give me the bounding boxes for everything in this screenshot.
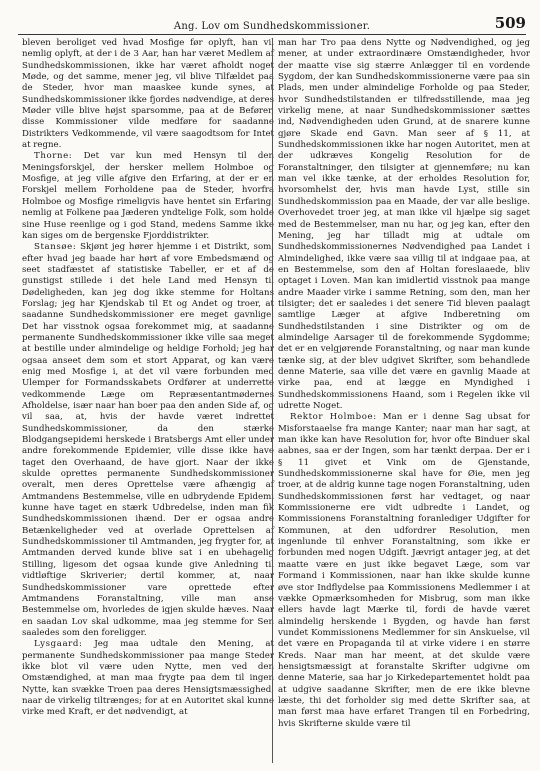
paragraph bbox=[22, 151, 274, 242]
left-column bbox=[22, 38, 274, 719]
paragraph-text: Det var kun med Hensyn til den Meningsforskjel, der hersker mellem Holmboe og Mosfige, at jeg ville afgive den Erfaring, at der er en Forskjel mellem Forholdene paa de Steder, hvorfra Holmboe og Mosfige rimeligvis have hentet sin Erfaring, nemlig at Folkene paa Jæderen yndtelige Folk, som holde sine Huse reenlige og i god Stand, medens Samme ikke kan siges om de bergenske Fjorddistrikter. bbox=[22, 151, 275, 241]
speaker-name: Thorne: bbox=[34, 151, 73, 162]
paragraph bbox=[278, 412, 530, 730]
running-title: Ang. Lov om Sundhedskommissioner. bbox=[173, 21, 371, 32]
paragraph-text: Skjønt jeg hører hjemme i et Distrikt, som, efter hvad jeg baade har hørt af vore Embedsmænd og seet stadfæstet af statistiske Tabeller, er et af de gunstigst stillede i det hele Land med Hensyn til Dødeligheden, kan jeg dog ikke stemme for Holtans Forslag; jeg har Kjendskab til Et og Andet og troer, at saadanne Sundhedskommissioner ere meget gavnlige. Det har visstnok ogsaa forekommet mig, at saadanne permanente Sundhedskommissioner ikke ville saa meget at bestille under almindelige og heldige Forhold; jeg har ogsaa anseet dem som et stort Apparat, og kan være enig med Mosfige i, at det vil være forbunden med Ulemper for Formandsskabets Ordfører at underrette vedkommende Læge om Repræsentantmødernes Afholdelse, især naar han boer paa den anden Side af, og vil saa, at, hvis der havde været indrettet Sundhedskommissioner, da den stærke Blodgangsepidemi herskede i Bratsbergs Amt eller under andre forekommende Epidemier, ville disse ikke have taget den Overhaand, de have gjort. Naar der ikke skulde oprettes permanente Sundhedskommissioner overalt, men deres Oprettelse være afhængig af Amtmandens Bestemmelse, ville en udbrydende Epidemi kunne have taget en stærk Udbredelse, inden man fik Sundhedskommissionen ihænd. Der er ogsaa andre Betænkeligheder ved at overlade Oprettelsen af Sundhedskommissioner til Amtmanden, jeg frygter for, at Amtmanden derved kunde blive sat i en ubehagelig Stilling, ligesom det ogsaa kunde give Anledning til vidtløftige Skriverier; dertil kommer, at, naar Sundhedskommissioner vare oprettede efter Amtmandens Foranstaltning, ville man anse Bestemmelse om, hvorledes de igjen skulde hæves. Naar en saadan Lov skal udkomme, maa jeg stemme for Sen saaledes som den foreligger. bbox=[22, 242, 275, 638]
right-column bbox=[278, 38, 530, 730]
header-rule bbox=[18, 34, 526, 35]
speaker-name: Rektor Holmboe: bbox=[290, 412, 377, 423]
page-number: 509 bbox=[494, 14, 526, 32]
paragraph bbox=[22, 38, 274, 151]
speaker-name: Stansøe: bbox=[34, 242, 77, 253]
speaker-name: Lysgaard: bbox=[34, 639, 83, 650]
paragraph bbox=[22, 639, 274, 718]
paragraph-text: Man er i denne Sag ubsat for Misforstaaelse fra mange Kanter; naar man har sagt, at man ikke kan have Resolution for, hvor ofte Binduer skal aabnes, saa er der Ingen, som har tænkt derpaa. Der er i § 11 givet et Vink om de Gjenstande, Sundhedskommissionerne skal have for Øie, men jeg troer, at de aldrig kunne tage nogen Foranstaltning, uden Sundhedskommissionen først har vedtaget, og naar Kommissionerne ere vidt udbredte i Landet, og Kommissionens Foranstaltning foranlediger Udgifter for Kommunen, at den udfordrer Resolution, men ingenlunde til enhver Foranstaltning, som ikke er forbunden med nogen Udgift. Jævrigt antager jeg, at det maatte være en just ikke begavet Læge, som var Formand i Kommissionen, naar han ikke skulde kunne øve stor Indflydelse paa Kommissionens Medlemmer i at vække Opmærksomheden for Misbrug, som man ikke ellers havde lagt Mærke til, fordi de havde været almindelig herskende i Bygden, og havde han først vundet Kommissionens Medlemmer for sin Anskuelse, vil det være en Propaganda til at virke videre i en større Kreds. Naar man har meent, at det skulde være hensigtsmæssigt at foranstalte Skrifter udgivne om denne Materie, saa har jo Kirkedepartementet holdt paa at udgive saadanne Skrifter, men de ere ikke blevne læste, thi det forholder sig med dette Skrifter saa, at man først maa have erfaret Trangen til en Forbedring, hvis Skrifterne skulde være til bbox=[278, 412, 531, 729]
column-divider bbox=[272, 38, 273, 763]
paragraph-text: bleven beroliget ved hvad Mosfige før oplyft, han vil nemlig oplyft, at der i de 3 Aar, han har været Medlem af Sundhedskommissionen, ikke har været afholdt noget Møde, og det samme, mener jeg, vil blive Tilfældet paa de Steder, hvor man maaskee kunde synes, at Sundhedskommissioner ikke fjordes nødvendige, at deres Møder ville blive højst sparsomme, paa at de Befører, disse Kommissioner vilde medføre for saadanne Distrikters Vedkommende, vil være saagodtsom for Intet at regne. bbox=[22, 38, 274, 151]
paragraph-text: Jeg maa udtale den Mening, at permanente Sundhedskommissioner paa mange Steder ikke blot vil være uden Nytte, men ved den Omstændighed, at man maa frygte paa dem til ingen Nytte, kan svække Troen paa deres Hensigtsmæssighed, naar de virkelig tiltrænges; for at en Autoritet skal kunne virke med Kraft, er det nødvendigt, at bbox=[22, 639, 275, 718]
paragraph bbox=[278, 38, 530, 412]
page-header bbox=[18, 10, 526, 32]
paragraph-text: man har Tro paa dens Nytte og Nødvendighed, og jeg mener, at under extraordinære Omstændigheder, hvor der maatte vise sig stærre Anlægger til en vordende Sygdom, der kan Sundhedskommissionerne være paa sin Plads, men under almindelige Forholde og paa Steder, hvor Sundhedstilstanden er tilfredsstillende, maa jeg virkelig mene, at naar Sundhedskommissioner sættes ind, Nødvendigheden uden Grund, at de snarere kunne gjøre Skade end Gavn. Man seer af § 11, at Sundhedskommissionen ikke har nogen Autoritet, men at der udkræves Kongelig Resolution for de Foranstaltninger, den tilsigter at gjennemføre; nu kan man vel ikke tænke, at der erholdes Resolution for, hvorsomhelst der, hvis man havde Lyst, stille sin Sundhedskommission paa en Maade, der var alle beslige. Overhovedet troer jeg, at man ikke vil hjælpe sig saget med de Bestemmelser, man nu har, og jeg kan, efter den Mening, jeg har tilladt mig at udtale om Sundhedskommissionernes Nødvendighed paa Landet i Almindelighed, ikke være saa villig til at indgaae paa, at en Bestemmelse, som den af Holtan foreslaaede, bliv optaget i Loven. Man kan imidlertid visstnok paa mange andre Maader virke i samme Retning, som den, man her tilsigter; det er saaledes i det senere Tid bleven paalagt samtlige Læger at afgive Indberetning om Sundhedstilstanden i sine Distrikter og om de almindelige Aarsager til de forekommende Sygdomme; det er en velgjørende Foranstaltning, og naar man kunde tænke sig, at der blev udgivet Skrifter, som behandlede denne Materie, saa ville det være en gavnlig Maade at virke paa, end at lægge en Myndighed i Sundhedskommissionens Haand, som i Regelen ikke vil udrette Noget. bbox=[278, 38, 530, 411]
paragraph bbox=[22, 242, 274, 639]
